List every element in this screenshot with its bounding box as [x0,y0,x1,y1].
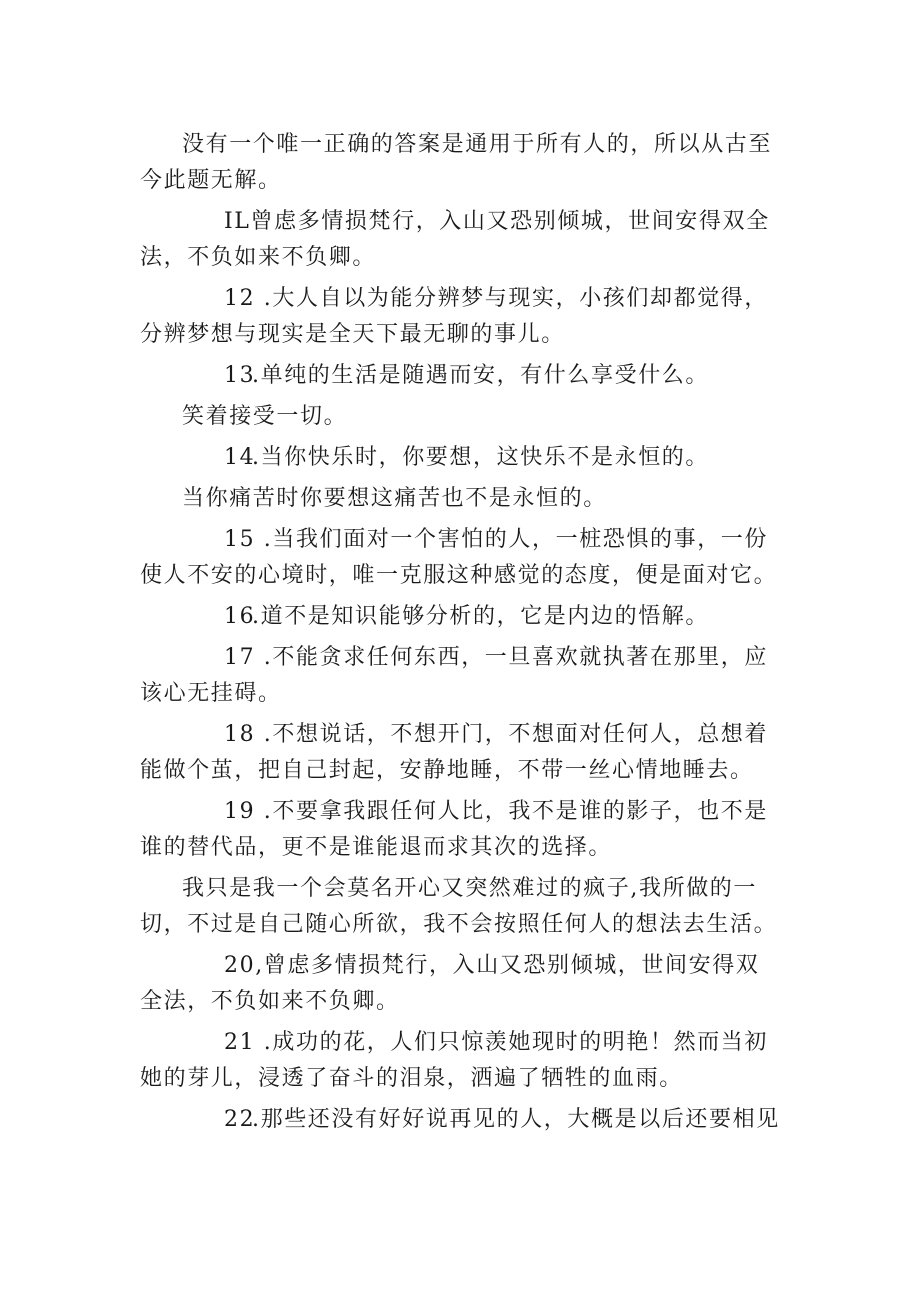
item-number: 21 . [224,1030,273,1055]
paragraph [140,358,780,394]
item-number: 13 [224,363,256,388]
paragraph-text: 没有一个唯一正确的答案是通用于所有人的，所以从古至今此题无解。 [140,132,773,193]
item-number: 15 . [224,527,273,552]
paragraph [140,599,780,635]
item-number: 18 . [224,722,273,747]
paragraph [140,948,780,1020]
paragraph [140,204,780,276]
paragraph [140,1102,780,1138]
item-number: 12 . [224,286,273,311]
paragraph [140,522,780,594]
paragraph [140,281,780,353]
paragraph [140,399,780,435]
item-number: 19 . [224,799,273,824]
paragraph-text: .那些还没有好好说再见的人，大概是以后还要相见 [252,1107,780,1132]
paragraph-text: 曾虑多情损梵行，入山又恐别倾城，世间安得双全法，不负如来不负卿。 [140,953,760,1014]
paragraph-text: .单纯的生活是随遇而安，有什么享受什么。 [252,363,709,388]
paragraph-text: 我只是我一个会莫名开心又突然难过的疯子,我所做的一切，不过是自己随心所欲，我不会按照任何人的想法去生活。 [140,876,778,937]
paragraph [140,440,780,476]
paragraph-text: 不要拿我跟任何人比，我不是谁的影子，也不是谁的替代品，更不是谁能退而求其次的选择。 [140,799,768,860]
paragraph-text: .当你快乐时，你要想，这快乐不是永恒的。 [252,445,709,470]
paragraph-text: 成功的花，人们只惊羡她现时的明艳！然而当初她的芽儿，浸透了奋斗的泪泉，洒遍了牺牲的血雨。 [140,1030,768,1091]
paragraph-text: 不想说话，不想开门，不想面对任何人，总想着能做个茧，把自己封起，安静地睡，不带一丝心情地睡去。 [140,722,768,783]
paragraph-text: .道不是知识能够分析的，它是内边的悟解。 [252,604,709,629]
paragraph [140,1025,780,1097]
paragraph-text: 笑着接受一切。 [182,404,348,429]
item-number: 16 [224,604,256,629]
paragraph-text: 当我们面对一个害怕的人，一桩恐惧的事，一份使人不安的心境时，唯一克服这种感觉的态度，便是面对它。 [140,527,778,588]
paragraph-text: 当你痛苦时你要想这痛苦也不是永恒的。 [182,486,607,511]
paragraph [140,871,780,943]
item-number: IL [224,209,251,234]
paragraph [140,717,780,789]
paragraph [140,481,780,517]
item-number: 17 . [224,645,273,670]
document-body [140,127,780,1143]
item-number: 14 [224,445,256,470]
paragraph [140,794,780,866]
paragraph [140,640,780,712]
paragraph-text: 曾虑多情损梵行，入山又恐别倾城，世间安得双全法，不负如来不负卿。 [140,209,770,270]
paragraph-text: 不能贪求任何东西，一旦喜欢就执著在那里，应该心无挂碍。 [140,645,768,706]
paragraph-text: 大人自以为能分辨梦与现实，小孩们却都觉得，分辨梦想与现实是全天下最无聊的事儿。 [140,286,768,347]
paragraph [140,127,780,199]
item-number: 22 [224,1107,256,1132]
item-number: 20, [224,953,264,978]
